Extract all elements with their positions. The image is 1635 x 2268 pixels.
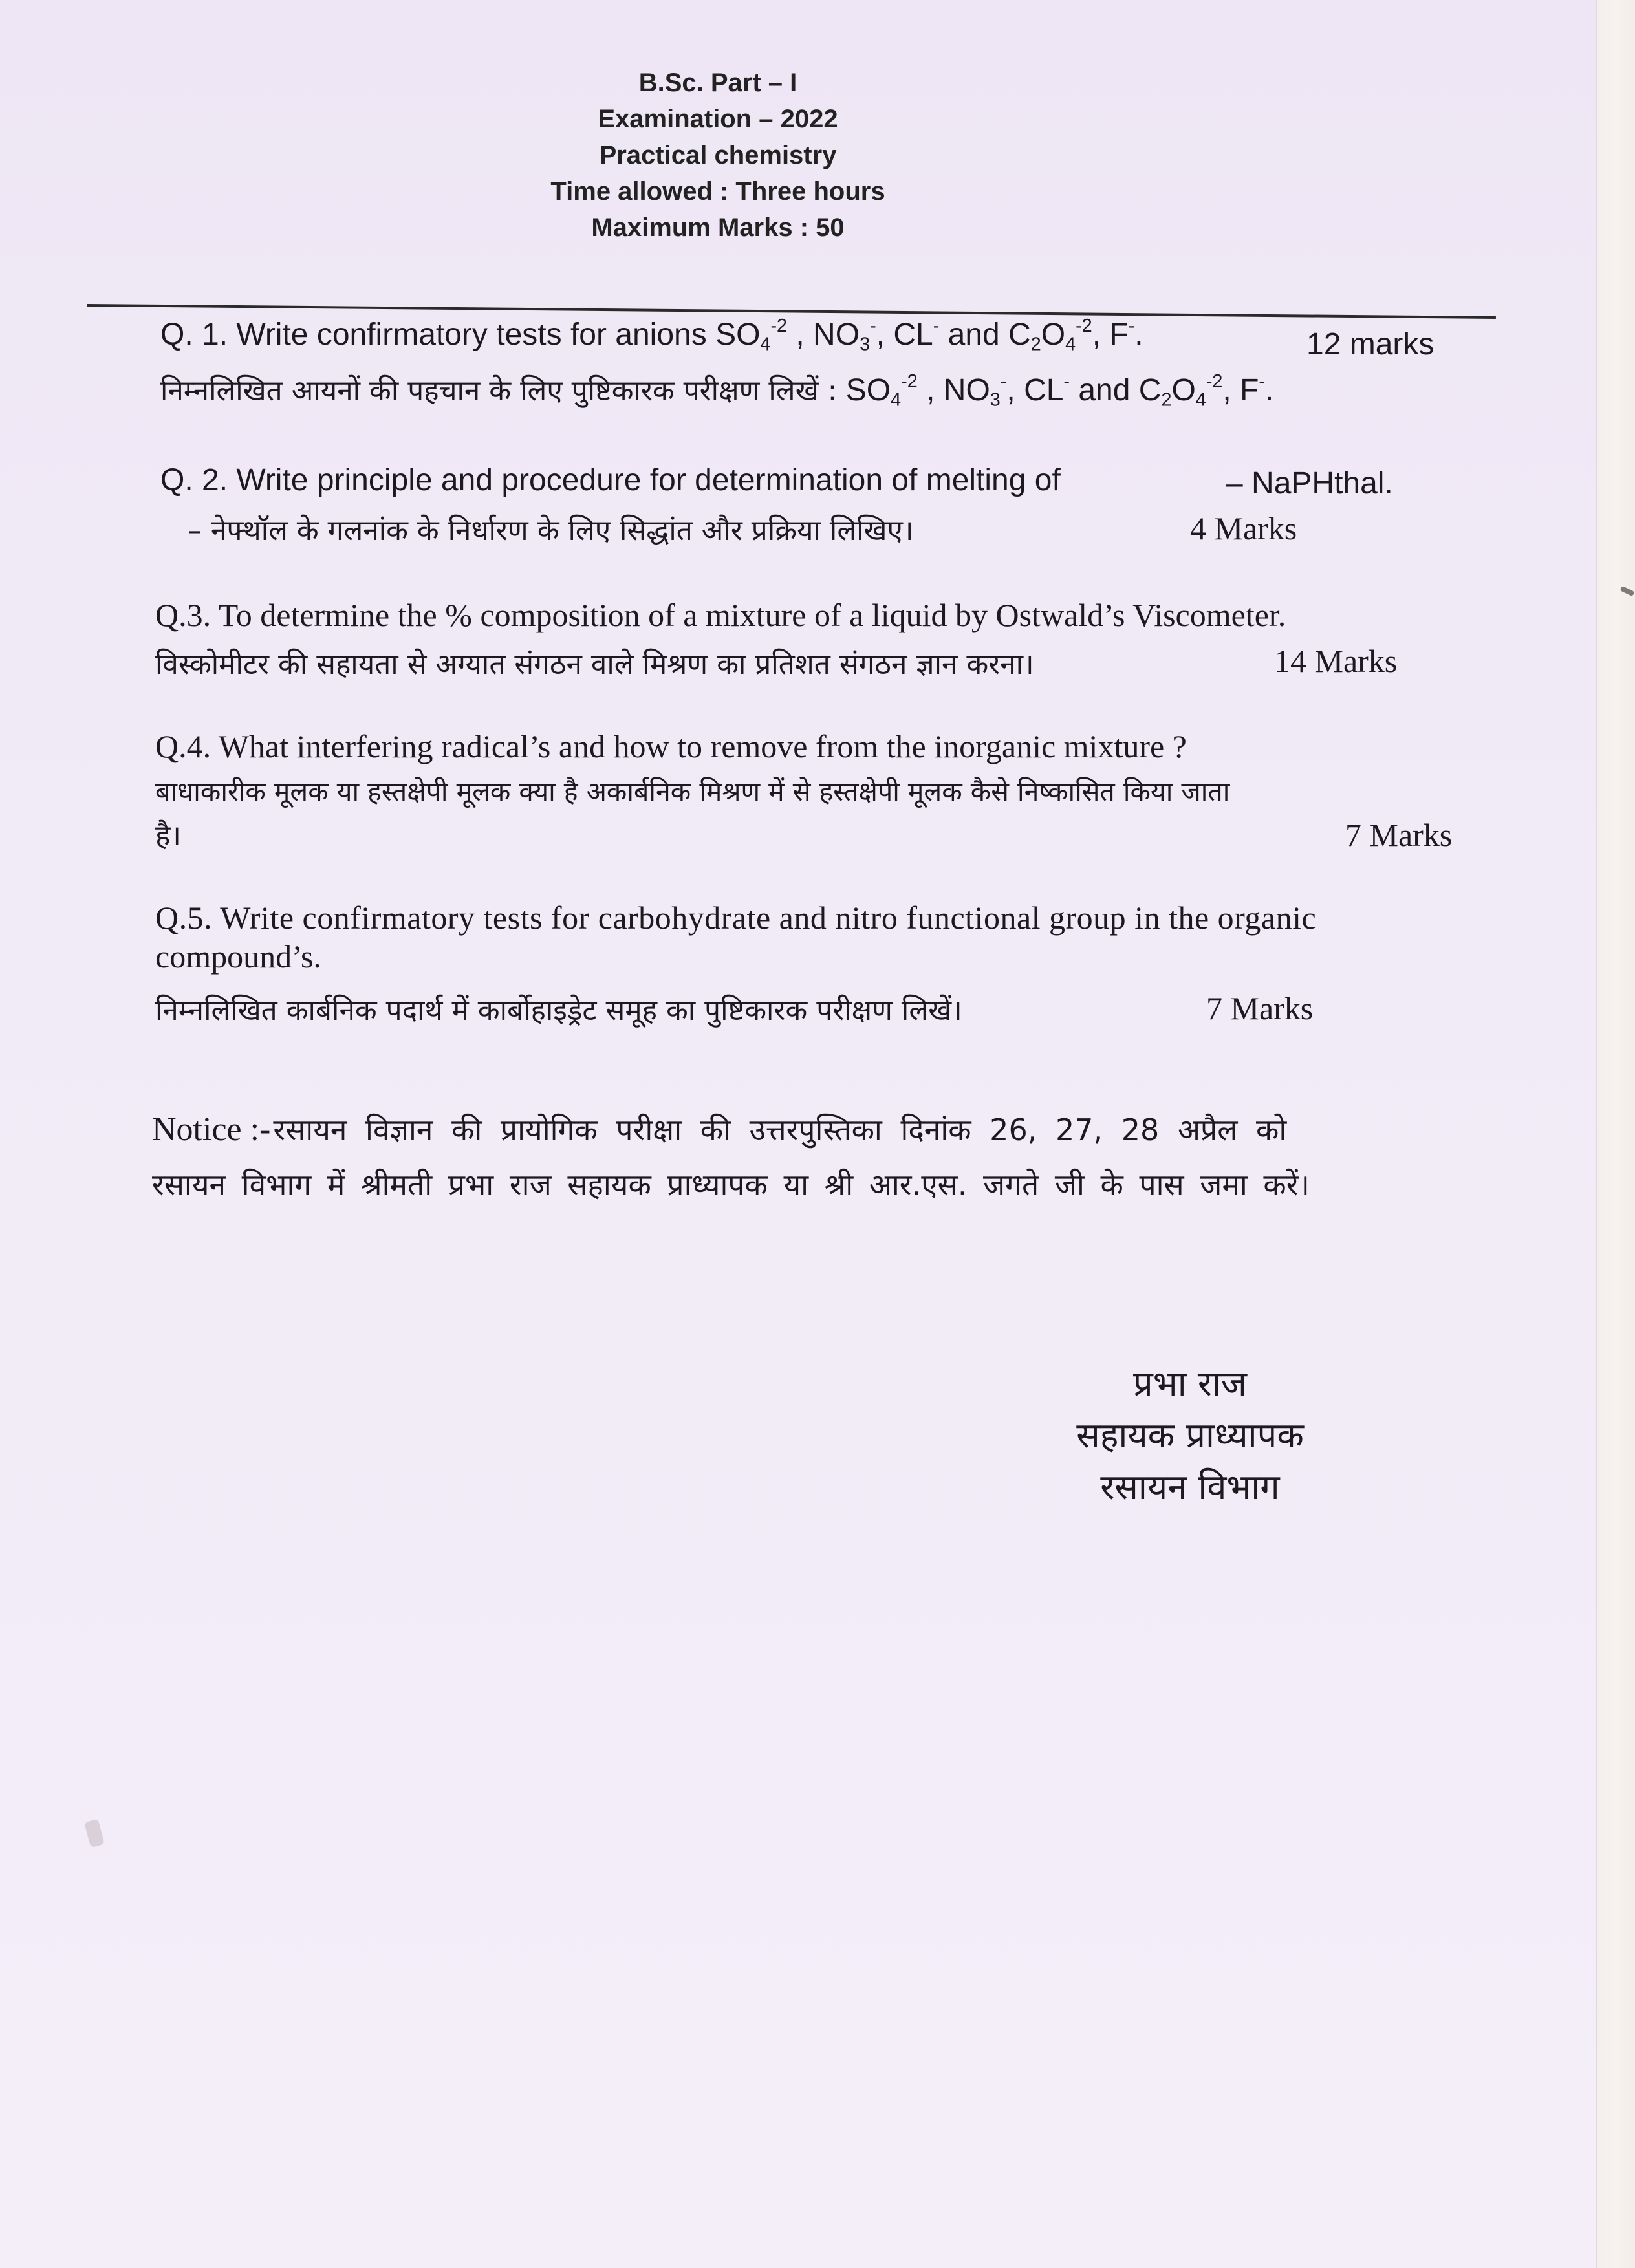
exam-year: Examination – 2022 [598,105,838,133]
formula-superscript: -2 [1206,371,1223,392]
question-1-marks: 12 marks [1306,327,1435,362]
question-4-english: Q.4. What interfering radical’s and how to remove from the inorganic mixture ? [155,728,1187,764]
formula-superscript: - [1000,371,1007,392]
scan-edge-strip [1596,0,1635,2268]
time-allowed: Time allowed : Three hours [550,177,885,206]
question-4-marks: 7 Marks [1345,817,1453,853]
formula-superscript: -2 [901,371,918,392]
exam-header [0,65,1591,246]
formula-subscript: 2 [1161,389,1172,411]
formula-part: . [1265,373,1274,407]
notice-line-2: रसायन विभाग में श्रीमती प्रभा राज सहायक प्राध्यापक या श्री आर.एस. जगते जी के पास जमा करें। [152,1167,1310,1202]
formula-superscript: - [1259,371,1266,392]
scan-blemish [84,1819,105,1848]
formula-superscript: -2 [1076,315,1092,336]
question-4-hindi-line-2: है। [155,819,182,852]
formula-subscript: 4 [760,334,771,355]
formula-superscript: - [933,315,940,336]
question-1-hindi [160,370,1273,409]
formula-part: , CL [876,318,933,352]
formula-subscript: 4 [891,389,902,411]
signatory-department: रसायन विभाग [1100,1467,1280,1507]
signatory-designation: सहायक प्राध्यापक [1076,1415,1304,1456]
formula-superscript: - [1063,371,1070,392]
formula-subscript: 4 [1065,334,1076,355]
question-3-hindi: विस्कोमीटर की सहायता से अग्यात संगठन वाले मिश्रण का प्रतिशत संगठन ज्ञान करना। [155,648,1034,681]
formula-part: , CL [1006,373,1064,407]
course-title: B.Sc. Part – I [638,69,797,97]
formula-superscript: - [870,315,876,336]
maximum-marks: Maximum Marks : 50 [591,213,845,242]
formula-part: , F [1092,318,1129,352]
question-2-english: Q. 2. Write principle and procedure for determination of melting of [160,463,1061,497]
question-1-text: Q. 1. Write confirmatory tests for anions SO [160,318,761,352]
signature-block [1035,1358,1345,1513]
formula-superscript: -2 [770,315,788,336]
notice-text-1: रसायन विज्ञान की प्रायोगिक परीक्षा की उत्तरपुस्तिका दिनांक 26, 27, 28 अप्रैल को [273,1112,1287,1147]
formula-subscript: 3 [990,389,1001,411]
formula-subscript: 3 [860,334,871,355]
question-2-compound: – NaPHthal. [1226,466,1393,501]
question-2-hindi: – नेफ्थॉल के गलनांक के निर्धारण के लिए सिद्धांत और प्रक्रिया लिखिए। [188,514,914,547]
formula-part: and C [939,318,1031,352]
question-5-english-line-1: Q.5. Write confirmatory tests for carbohydrate and nitro functional group in the organic [155,900,1317,936]
question-3-marks: 14 Marks [1274,643,1398,679]
formula-superscript: - [1128,315,1135,336]
formula-part: SO [837,373,891,407]
formula-part: , NO [787,318,860,352]
formula-part: O [1171,373,1196,407]
question-2-marks: 4 Marks [1190,510,1297,546]
formula-part: O [1041,318,1066,352]
question-5-hindi: निम्नलिखित कार्बनिक पदार्थ में कार्बोहाइड्रेट समूह का पुष्टिकारक परीक्षण लिखें। [155,994,962,1027]
formula-part: , NO [917,373,990,407]
question-5-english-line-2: compound’s. [155,938,321,975]
signatory-name: प्रभा राज [1133,1363,1247,1404]
formula-part: and C [1070,373,1162,407]
question-1-hindi-text: निम्नलिखित आयनों की पहचान के लिए पुष्टिकारक परीक्षण लिखें : [160,374,838,407]
formula-subscript: 4 [1195,389,1206,411]
question-5-marks: 7 Marks [1206,990,1314,1026]
notice-line-1 [152,1109,1286,1149]
question-1-english [160,315,1143,355]
formula-part: . [1134,318,1143,352]
subject-title: Practical chemistry [599,141,837,169]
question-3-english: Q.3. To determine the % composition of a mixture of a liquid by Ostwald’s Viscometer. [155,597,1286,633]
formula-subscript: 2 [1030,334,1041,355]
formula-part: , F [1222,373,1259,407]
question-4-hindi-line-1: बाधाकारीक मूलक या हस्तक्षेपी मूलक क्या है अकार्बनिक मिश्रण में से हस्तक्षेपी मूलक कैसे निष्कासित किया जाता [155,776,1230,807]
notice-label: Notice :- [152,1111,271,1148]
